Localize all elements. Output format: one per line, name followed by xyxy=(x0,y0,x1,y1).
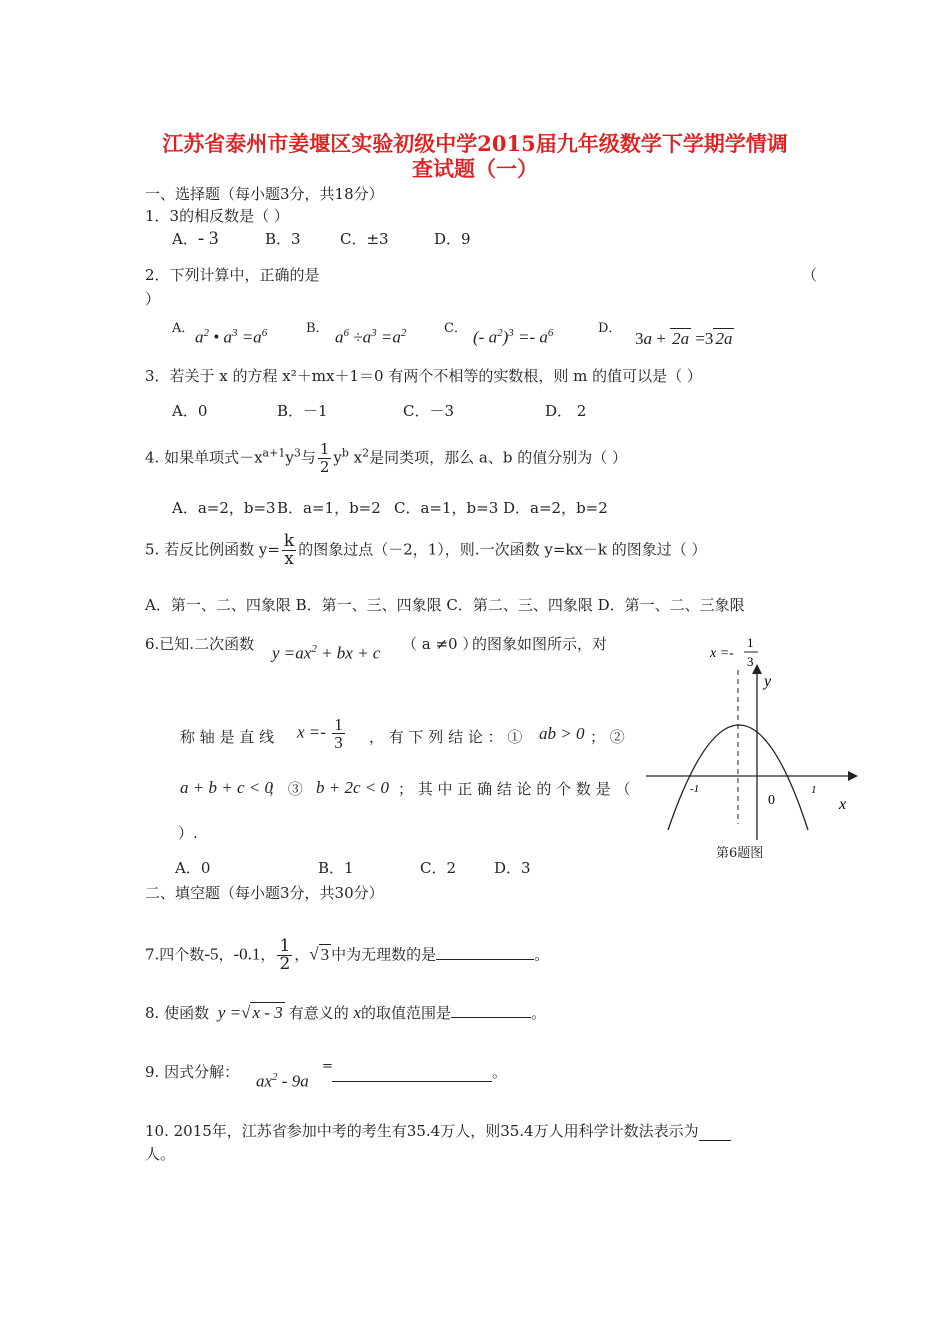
y-axis-label: y xyxy=(764,673,772,690)
q6-option-d: D．3 xyxy=(494,859,531,877)
q1-option-a: A．- 3 xyxy=(172,228,219,249)
q1-option-d: D．9 xyxy=(434,230,471,248)
q9-pre: 9. 因式分解： xyxy=(145,1063,240,1081)
q6-stem-pre: 6.已知.二次函数 xyxy=(145,635,255,653)
symmetry-label: x =- xyxy=(710,646,734,661)
q9-answer-blank: 。 xyxy=(332,1061,507,1082)
q2-option-a-formula: $a^2$ • $a^3 =a^6$ xyxy=(195,327,268,347)
q6-conclusion-1: ab > 0 xyxy=(539,724,585,743)
figure-caption: 第6题图 xyxy=(716,846,764,861)
q5-stem: 5. 若反比例函数 y= $\frac{k}{x}$ 的图象过点（－2，1），则.一次函数 y=kx－k 的图象过（ ） xyxy=(145,531,707,569)
q9-equals: = xyxy=(322,1059,333,1074)
q6-axis-eq: x =- $\frac{1}{3}$ xyxy=(297,715,343,752)
q2-option-c-label: C． xyxy=(444,321,467,336)
origin-label: 0 xyxy=(768,793,775,808)
q6-line2-pre: 称 轴 是 直 线 xyxy=(180,728,275,746)
q6-option-a: A．0 xyxy=(175,859,211,877)
q3-option-c: C．－3 xyxy=(403,402,455,420)
section1-heading: 一、选择题（每小题3分，共18分） xyxy=(145,185,384,203)
q8: 8. 使函数 y =√ x - 3 有意义的 x的取值范围是 。 xyxy=(145,1003,547,1022)
x-axis-arrow xyxy=(848,771,858,781)
q6-stem-post: 的图象如图所示，对 xyxy=(472,635,608,653)
q3-option-d: D． 2 xyxy=(545,402,587,420)
q4-stem: 4. 如果单项式$-x^{a+1}y^3$与 $\frac{1}{2}$ $y^b$ $x^2$是同类项，那么 a、b 的值分别为（ ） xyxy=(145,440,627,476)
q2-option-d-formula: 3a + 2a =3 2a xyxy=(635,329,733,348)
q4-option-c: C．a=1，b=3 xyxy=(394,499,499,517)
q2-option-d-label: D． xyxy=(598,321,622,336)
q5-options: A．第一、二、四象限 B．第一、三、四象限 C．第二、三、四象限 D．第一、二、三象限 xyxy=(145,596,745,614)
q6-condition: （ a ≠0 ） xyxy=(402,635,478,653)
q1-stem: 1．3的相反数是（ ） xyxy=(145,207,289,225)
q6-line2-end: ； ② xyxy=(590,728,625,746)
q3-stem: 3．若关于 x 的方程 x²＋mx＋1＝0 有两个不相等的实数根，则 m 的值可以是（ ） xyxy=(145,367,702,385)
title-line-1: 江苏省泰州市姜堰区实验初级中学2015届九年级数学下学期学情调 xyxy=(162,131,788,156)
q6-line3-a: ； ③ xyxy=(268,780,303,798)
q10-line2: 人。 xyxy=(145,1145,176,1163)
q2-paren-right: ） xyxy=(145,290,161,308)
q4-option-b: B．a=1，b=2 xyxy=(277,499,381,517)
q6-function: $y =ax^2$ + bx + c xyxy=(272,643,381,663)
q6-conclusion-3: b + 2c < 0 xyxy=(316,778,389,797)
y-axis-arrow xyxy=(752,664,762,674)
title-line-2: 查试题（一） xyxy=(412,156,538,181)
q9-expression: $ax^2 - 9a$ xyxy=(256,1071,309,1091)
q2-option-a-label: A． xyxy=(172,321,195,336)
symmetry-num: 1 xyxy=(747,635,754,650)
q4-option-a: A．a=2，b=3 xyxy=(172,499,276,517)
q2-option-b-formula: $a^6 \div a^3 =a^2$ xyxy=(335,327,407,347)
x-axis-label: x xyxy=(839,796,847,813)
q6-option-b: B．1 xyxy=(318,859,354,877)
q6-line4: ）. xyxy=(178,824,198,842)
q6-option-c: C．2 xyxy=(420,859,457,877)
tick-neg1: -1 xyxy=(690,783,700,795)
q10-line1: 10. 2015年，江苏省参加中考的考生有35.4万人，则35.4万人用科学计数法表示为 xyxy=(145,1120,731,1141)
q7: 7.四个数-5，-0.1， $\frac{1}{2}$ ，√ 3 中为无理数的是 。 xyxy=(145,936,550,974)
section2-heading: 二、填空题（每小题3分，共30分） xyxy=(145,884,384,902)
symmetry-den: 3 xyxy=(747,654,754,669)
q1-option-c: C．±3 xyxy=(340,230,389,248)
q1-option-b: B．3 xyxy=(265,230,301,248)
q3-option-b: B．－1 xyxy=(277,402,328,420)
q2-option-c-formula: (- $a^2)^3 =- a^6$ xyxy=(473,327,554,347)
q2-paren-left: （ xyxy=(802,266,818,284)
q2-stem: 2．下列计算中，正确的是 xyxy=(145,266,320,284)
q6-line3-b: ； 其 中 正 确 结 论 的 个 数 是 （ xyxy=(398,780,631,798)
q6-conclusion-2: a + b + c < 0 xyxy=(180,778,273,797)
q3-option-a: A．0 xyxy=(172,402,208,420)
parabola-figure xyxy=(640,630,860,840)
tick-1: 1 xyxy=(811,784,817,796)
q2-option-b-label: B． xyxy=(306,321,329,336)
q6-line2-post: ， 有 下 列 结 论 ： ① xyxy=(369,728,523,746)
q4-option-d: D．a=2，b=2 xyxy=(503,499,608,517)
